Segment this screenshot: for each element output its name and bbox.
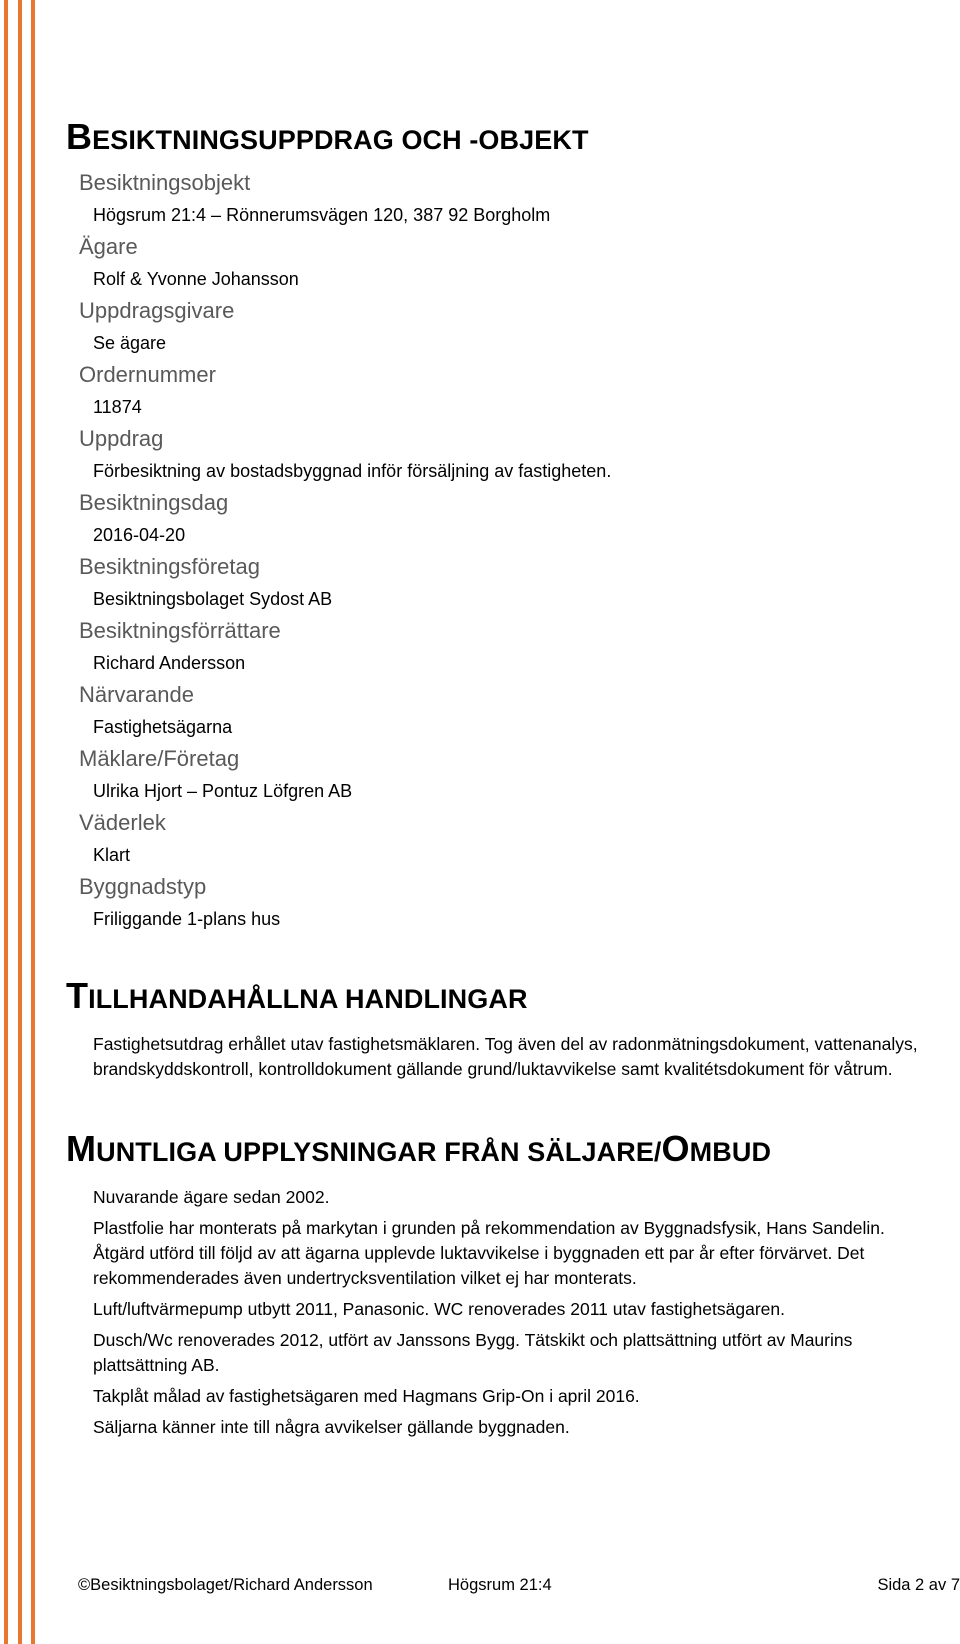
upplysning-paragraph: Dusch/Wc renoverades 2012, utfört av Janssons Bygg. Tätskikt och plattsättning utfört av Maurins plattsättning AB. <box>93 1330 853 1375</box>
field-agare <box>66 231 936 295</box>
stripe <box>18 0 22 1644</box>
field-label: Närvarande <box>79 682 194 707</box>
footer-page-number: Sida 2 av 7 <box>877 1576 960 1594</box>
field-value: Richard Andersson <box>93 653 246 673</box>
heading-initial: B <box>66 116 93 157</box>
field-byggnadstyp <box>66 871 936 935</box>
field-label: Byggnadstyp <box>79 874 207 899</box>
stripe <box>4 0 8 1644</box>
field-vaderlek <box>66 807 936 871</box>
field-label: Väderlek <box>79 810 166 835</box>
upplysningar-list <box>66 1185 936 1440</box>
field-value: Se ägare <box>93 333 167 353</box>
decorative-stripes <box>0 0 60 1644</box>
field-value: Högsrum 21:4 – Rönnerumsvägen 120, 387 92 Borgholm <box>93 205 551 225</box>
upplysning-paragraph: Säljarna känner inte till några avvikelser gällande byggnaden. <box>93 1417 570 1437</box>
upplysning-paragraph: Takplåt målad av fastighetsägaren med Hagmans Grip-On i april 2016. <box>93 1386 640 1406</box>
heading-text: ILLHANDAHÅLLNA HANDLINGAR <box>88 984 528 1014</box>
heading-initial: M <box>66 1128 97 1169</box>
upplysning-paragraph: Luft/luftvärmepump utbytt 2011, Panasonic. WC renoverades 2011 utav fastighetsägaren. <box>93 1299 785 1319</box>
heading-text: MBUD <box>689 1137 772 1167</box>
field-value: 2016-04-20 <box>93 525 186 545</box>
field-maklare-foretag <box>66 743 936 807</box>
stripe <box>31 0 35 1644</box>
field-besiktningsobjekt <box>66 167 936 231</box>
upplysning-paragraph: Plastfolie har monterats på markytan i grunden på rekommendation av Byggnadsfysik, Hans Sandelin. Åtgärd utförd till följd av att ägarna upplevde luktavvikelse i byggnaden ett par år efter förvärvet. Det rekommenderades även undertrycksventilation vilket ej har monterats. <box>93 1218 885 1288</box>
heading-text: UNTLIGA UPPLYSNINGAR FRÅN SÄLJARE/ <box>96 1137 662 1167</box>
heading-text: ESIKTNINGSUPPDRAG OCH -OBJEKT <box>92 125 589 155</box>
field-value: 11874 <box>93 397 142 417</box>
field-list <box>66 167 936 935</box>
field-label: Besiktningsföretag <box>79 554 260 579</box>
footer-property: Högsrum 21:4 <box>448 1576 552 1594</box>
field-label: Besiktningsdag <box>79 490 229 515</box>
field-value: Ulrika Hjort – Pontuz Löfgren AB <box>93 781 353 801</box>
field-value: Besiktningsbolaget Sydost AB <box>93 589 333 609</box>
field-value: Fastighetsägarna <box>93 717 233 737</box>
field-label: Ordernummer <box>79 362 216 387</box>
handlingar-paragraph: Fastighetsutdrag erhållet utav fastighetsmäklaren. Tog även del av radonmätningsdokument, vattenanalys, brandskyddskontroll, kontrolldokument gällande grund/luktavvikelse samt kvalitétsdokument för våtrum. <box>93 1034 918 1079</box>
section-heading-handlingar <box>66 977 936 1018</box>
field-ordernummer <box>66 359 936 423</box>
heading-initial: O <box>661 1128 690 1169</box>
field-label: Uppdrag <box>79 426 164 451</box>
field-uppdragsgivare <box>66 295 936 359</box>
page-footer <box>78 1576 960 1600</box>
section-heading-upplysningar <box>66 1130 936 1171</box>
field-narvarande <box>66 679 936 743</box>
section-heading-besiktningsuppdrag <box>66 118 936 159</box>
field-value: Friliggande 1-plans hus <box>93 909 281 929</box>
field-label: Ägare <box>79 234 138 259</box>
field-uppdrag <box>66 423 936 487</box>
field-besiktningsforetag <box>66 551 936 615</box>
field-label: Uppdragsgivare <box>79 298 235 323</box>
page-content <box>66 118 936 1446</box>
field-besiktningsforrattare <box>66 615 936 679</box>
field-value: Klart <box>93 845 131 865</box>
heading-initial: T <box>66 975 89 1016</box>
field-label: Besiktningsförrättare <box>79 618 281 643</box>
field-value: Rolf & Yvonne Johansson <box>93 269 299 289</box>
upplysning-paragraph: Nuvarande ägare sedan 2002. <box>93 1187 330 1207</box>
field-label: Besiktningsobjekt <box>79 170 251 195</box>
field-label: Mäklare/Företag <box>79 746 240 771</box>
field-value: Förbesiktning av bostadsbyggnad inför försäljning av fastigheten. <box>93 461 612 481</box>
footer-copyright: ©Besiktningsbolaget/Richard Andersson <box>78 1576 373 1594</box>
field-besiktningsdag <box>66 487 936 551</box>
